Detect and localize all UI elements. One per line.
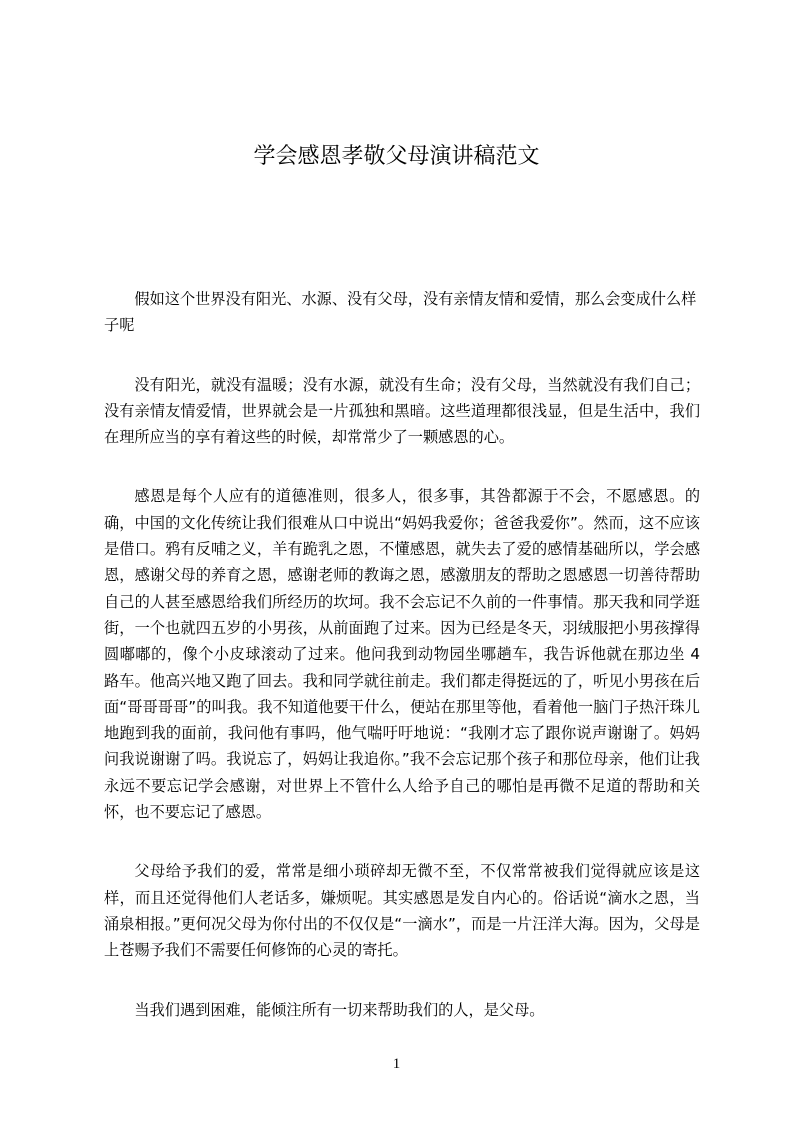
page-number: 1 xyxy=(392,1056,401,1072)
paragraph-1: 假如这个世界没有阳光、水源、没有父母，没有亲情友情和爱情，那么会变成什么样子呢 xyxy=(104,290,697,335)
document-body xyxy=(104,286,700,1056)
paragraph-5: 当我们遇到困难，能倾注所有一切来帮助我们的人，是父母。 xyxy=(134,1000,545,1019)
document-title: 学会感恩孝敬父母演讲稿范文 xyxy=(253,144,540,169)
paragraph-4: 父母给予我们的爱，常常是细小琐碎却无微不至，不仅常常被我们觉得就应该是这样，而且还觉得他们人老话多，嫌烦呢。其实感恩是发自内心的。俗话说“滴水之恩，当涌泉相报。”更何况父母为你付出的不仅仅是“一滴水”，而是一片汪洋大海。因为，父母是上苍赐予我们不需要任何修饰的心灵的寄托。 xyxy=(104,862,700,960)
paragraph-3: 感恩是每个人应有的道德准则，很多人，很多事，其咎都源于不会，不愿感恩。的确，中国的文化传统让我们很难从口中说出“妈妈我爱你；爸爸我爱你”。然而，这不应该是借口。鸦有反哺之义，羊有跪乳之恩，不懂感恩，就失去了爱的感情基础所以，学会感恩，感谢父母的养育之恩，感谢老师的教诲之恩，感激朋友的帮助之恩感恩一切善待帮助自己的人甚至感恩给我们所经历的坎坷。我不会忘记不久前的一件事情。那天我和同学逛街，一个也就四五岁的小男孩，从前面跑了过来。因为已经是冬天，羽绒服把小男孩撑得圆嘟嘟的，像个小皮球滚动了过来。他问我到动物园坐哪趟车，我告诉他就在那边坐 4 路车。他高兴地又跑了回去。我和同学就往前走。我们都走得挺远的了，听见小男孩在后面“哥哥哥哥”的叫我。我不知道他要干什么，便站在那里等他，看着他一脑门子热汗珠儿地跑到我的面前，我问他有事吗，他气喘吁吁地说：“我刚才忘了跟你说声谢谢了。妈妈问我说谢谢了吗。我说忘了，妈妈让我追你。”我不会忘记那个孩子和那位母亲，他们让我永远不要忘记学会感谢，对世界上不管什么人给予自己的哪怕是再微不足道的帮助和关怀，也不要忘记了感恩。 xyxy=(104,487,700,822)
paragraph-2: 没有阳光，就没有温暖；没有水源，就没有生命；没有父母，当然就没有我们自己；没有亲情友情爱情，世界就会是一片孤独和黑暗。这些道理都很浅显，但是生活中，我们在理所应当的享有着这些的时候，却常常少了一颗感恩的心。 xyxy=(104,375,700,447)
